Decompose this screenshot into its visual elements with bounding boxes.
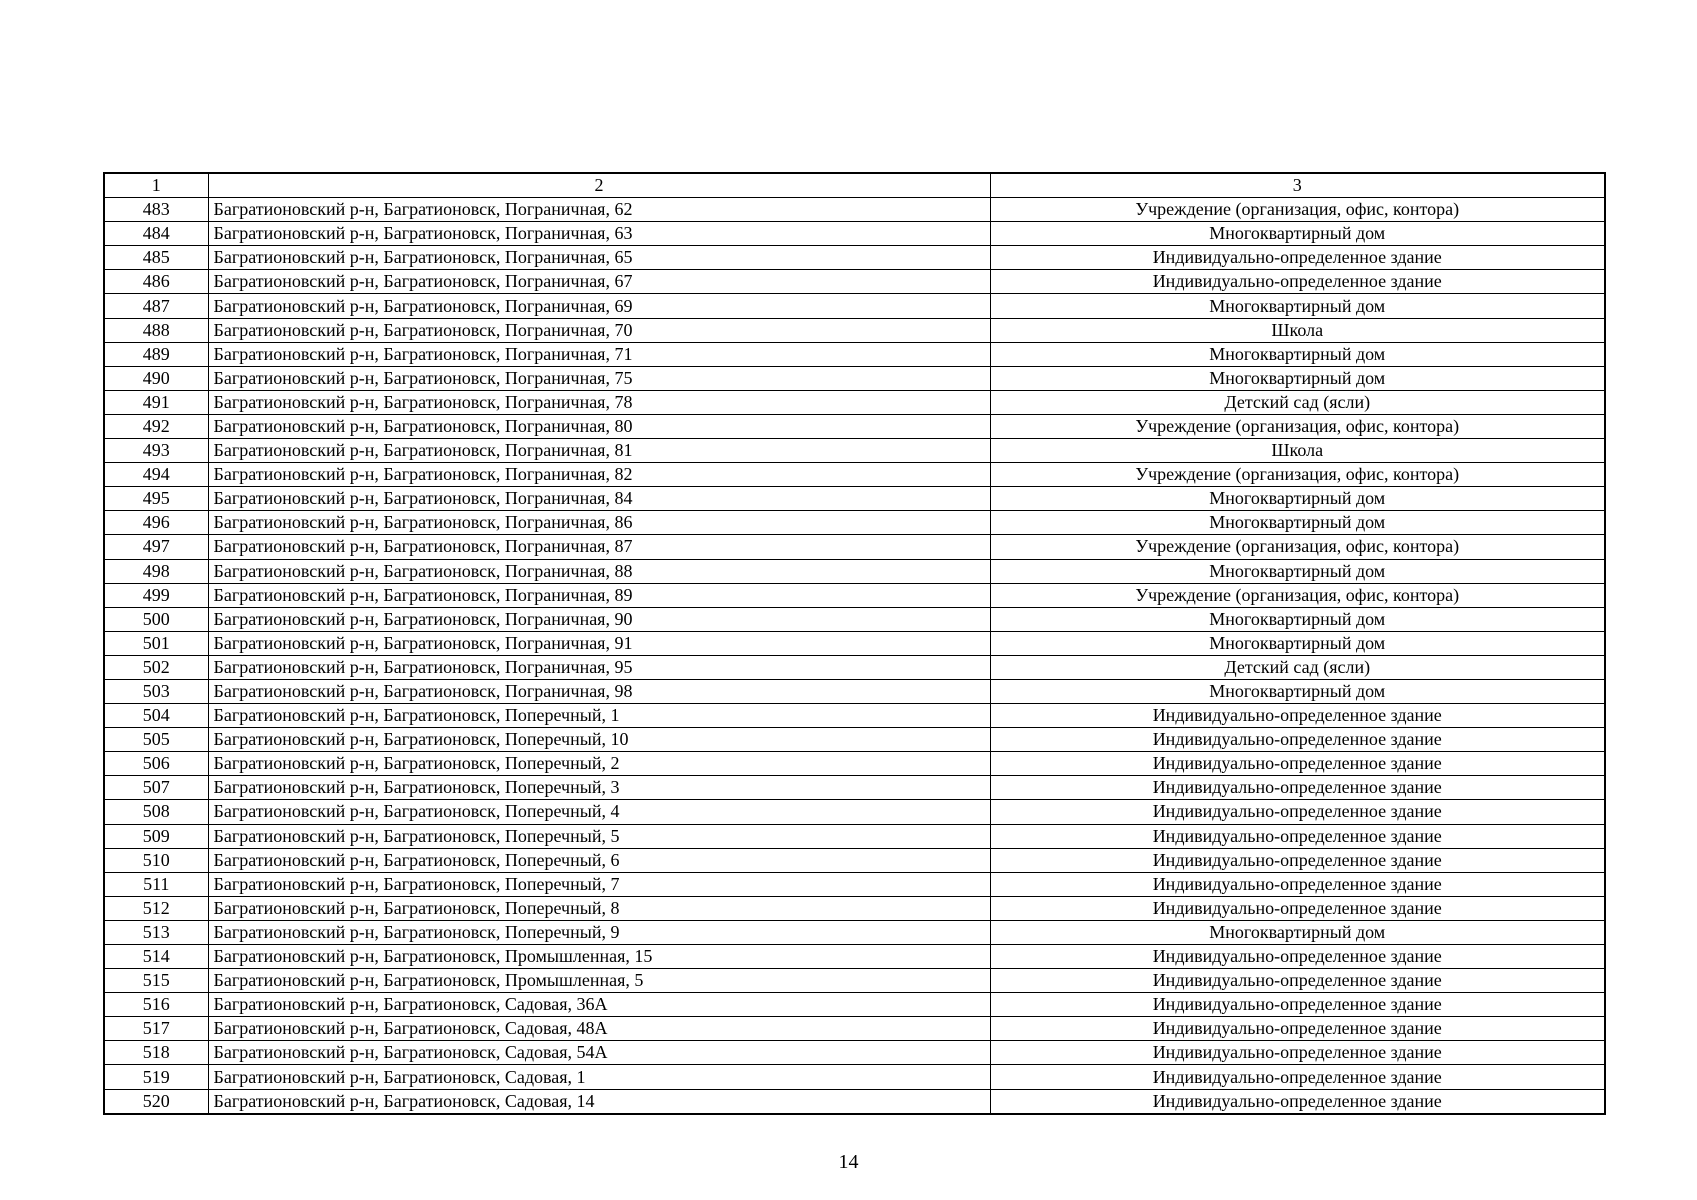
table-row <box>104 607 1605 631</box>
table-row <box>104 945 1605 969</box>
row-number-cell: 511 <box>104 872 208 896</box>
table-row <box>104 776 1605 800</box>
address-cell: Багратионовский р-н, Багратионовск, Пограничная, 81 <box>208 439 990 463</box>
row-number-cell: 504 <box>104 704 208 728</box>
building-type-cell: Индивидуально-определенное здание <box>990 945 1605 969</box>
building-type-cell: Учреждение (организация, офис, контора) <box>990 535 1605 559</box>
table-body <box>104 173 1605 1114</box>
building-type-cell: Учреждение (организация, офис, контора) <box>990 198 1605 222</box>
row-number-cell: 515 <box>104 969 208 993</box>
address-cell: Багратионовский р-н, Багратионовск, Пограничная, 67 <box>208 270 990 294</box>
address-cell: Багратионовский р-н, Багратионовск, Пограничная, 91 <box>208 631 990 655</box>
row-number-cell: 486 <box>104 270 208 294</box>
table-row <box>104 752 1605 776</box>
page-number: 14 <box>838 1151 859 1173</box>
row-number-cell: 502 <box>104 655 208 679</box>
row-number-cell: 492 <box>104 414 208 438</box>
table-row <box>104 969 1605 993</box>
building-type-cell: Индивидуально-определенное здание <box>990 270 1605 294</box>
address-cell: Багратионовский р-н, Багратионовск, Пограничная, 75 <box>208 366 990 390</box>
building-type-cell: Многоквартирный дом <box>990 559 1605 583</box>
row-number-cell: 493 <box>104 439 208 463</box>
building-type-cell: Индивидуально-определенное здание <box>990 1041 1605 1065</box>
header-cell-type: 3 <box>990 173 1605 198</box>
building-type-cell: Школа <box>990 318 1605 342</box>
table-row <box>104 631 1605 655</box>
table-row <box>104 993 1605 1017</box>
row-number-cell: 501 <box>104 631 208 655</box>
address-cell: Багратионовский р-н, Багратионовск, Пограничная, 63 <box>208 222 990 246</box>
table-row <box>104 704 1605 728</box>
address-cell: Багратионовский р-н, Багратионовск, Пограничная, 78 <box>208 390 990 414</box>
address-cell: Багратионовский р-н, Багратионовск, Пограничная, 84 <box>208 487 990 511</box>
building-type-cell: Индивидуально-определенное здание <box>990 246 1605 270</box>
building-type-cell: Многоквартирный дом <box>990 222 1605 246</box>
building-type-cell: Индивидуально-определенное здание <box>990 848 1605 872</box>
address-cell: Багратионовский р-н, Багратионовск, Пограничная, 69 <box>208 294 990 318</box>
table-row <box>104 679 1605 703</box>
row-number-cell: 512 <box>104 896 208 920</box>
address-cell: Багратионовский р-н, Багратионовск, Садовая, 1 <box>208 1065 990 1089</box>
row-number-cell: 520 <box>104 1089 208 1114</box>
row-number-cell: 499 <box>104 583 208 607</box>
building-type-cell: Учреждение (организация, офис, контора) <box>990 414 1605 438</box>
address-cell: Багратионовский р-н, Багратионовск, Пограничная, 89 <box>208 583 990 607</box>
address-cell: Багратионовский р-н, Багратионовск, Пограничная, 80 <box>208 414 990 438</box>
building-type-cell: Учреждение (организация, офис, контора) <box>990 463 1605 487</box>
address-cell: Багратионовский р-н, Багратионовск, Пограничная, 62 <box>208 198 990 222</box>
row-number-cell: 494 <box>104 463 208 487</box>
building-type-cell: Многоквартирный дом <box>990 679 1605 703</box>
row-number-cell: 518 <box>104 1041 208 1065</box>
row-number-cell: 519 <box>104 1065 208 1089</box>
table-row <box>104 655 1605 679</box>
table-row <box>104 414 1605 438</box>
table-row <box>104 896 1605 920</box>
building-type-cell: Многоквартирный дом <box>990 920 1605 944</box>
address-cell: Багратионовский р-н, Багратионовск, Поперечный, 9 <box>208 920 990 944</box>
building-type-cell: Многоквартирный дом <box>990 366 1605 390</box>
row-number-cell: 491 <box>104 390 208 414</box>
table-row <box>104 366 1605 390</box>
building-type-cell: Многоквартирный дом <box>990 511 1605 535</box>
table-row <box>104 511 1605 535</box>
address-cell: Багратионовский р-н, Багратионовск, Пограничная, 95 <box>208 655 990 679</box>
address-cell: Багратионовский р-н, Багратионовск, Пограничная, 86 <box>208 511 990 535</box>
row-number-cell: 495 <box>104 487 208 511</box>
address-cell: Багратионовский р-н, Багратионовск, Пограничная, 88 <box>208 559 990 583</box>
table-row <box>104 342 1605 366</box>
address-cell: Багратионовский р-н, Багратионовск, Промышленная, 5 <box>208 969 990 993</box>
row-number-cell: 516 <box>104 993 208 1017</box>
header-cell-number: 1 <box>104 173 208 198</box>
row-number-cell: 497 <box>104 535 208 559</box>
row-number-cell: 485 <box>104 246 208 270</box>
table-row <box>104 390 1605 414</box>
table-row <box>104 848 1605 872</box>
building-type-cell: Индивидуально-определенное здание <box>990 872 1605 896</box>
table-row <box>104 728 1605 752</box>
row-number-cell: 513 <box>104 920 208 944</box>
table-row <box>104 1017 1605 1041</box>
header-cell-address: 2 <box>208 173 990 198</box>
address-cell: Багратионовский р-н, Багратионовск, Пограничная, 71 <box>208 342 990 366</box>
table-row <box>104 222 1605 246</box>
row-number-cell: 487 <box>104 294 208 318</box>
address-cell: Багратионовский р-н, Багратионовск, Поперечный, 3 <box>208 776 990 800</box>
table-header-row <box>104 173 1605 198</box>
building-type-cell: Многоквартирный дом <box>990 487 1605 511</box>
building-type-cell: Индивидуально-определенное здание <box>990 993 1605 1017</box>
row-number-cell: 496 <box>104 511 208 535</box>
table-row <box>104 1041 1605 1065</box>
row-number-cell: 510 <box>104 848 208 872</box>
building-type-cell: Многоквартирный дом <box>990 631 1605 655</box>
building-type-cell: Индивидуально-определенное здание <box>990 800 1605 824</box>
building-type-cell: Индивидуально-определенное здание <box>990 1017 1605 1041</box>
row-number-cell: 509 <box>104 824 208 848</box>
table-row <box>104 535 1605 559</box>
row-number-cell: 507 <box>104 776 208 800</box>
building-type-cell: Индивидуально-определенное здание <box>990 776 1605 800</box>
building-type-cell: Индивидуально-определенное здание <box>990 1065 1605 1089</box>
row-number-cell: 517 <box>104 1017 208 1041</box>
row-number-cell: 500 <box>104 607 208 631</box>
row-number-cell: 503 <box>104 679 208 703</box>
table-row <box>104 294 1605 318</box>
table-row <box>104 198 1605 222</box>
address-cell: Багратионовский р-н, Багратионовск, Садовая, 36А <box>208 993 990 1017</box>
building-type-cell: Школа <box>990 439 1605 463</box>
row-number-cell: 484 <box>104 222 208 246</box>
table-row <box>104 583 1605 607</box>
address-cell: Багратионовский р-н, Багратионовск, Поперечный, 5 <box>208 824 990 848</box>
address-cell: Багратионовский р-н, Багратионовск, Пограничная, 90 <box>208 607 990 631</box>
building-type-cell: Многоквартирный дом <box>990 607 1605 631</box>
row-number-cell: 498 <box>104 559 208 583</box>
table-row <box>104 559 1605 583</box>
building-type-cell: Индивидуально-определенное здание <box>990 728 1605 752</box>
address-cell: Багратионовский р-н, Багратионовск, Поперечный, 10 <box>208 728 990 752</box>
row-number-cell: 508 <box>104 800 208 824</box>
building-type-cell: Индивидуально-определенное здание <box>990 1089 1605 1114</box>
building-type-cell: Индивидуально-определенное здание <box>990 896 1605 920</box>
table-row <box>104 1065 1605 1089</box>
table-row <box>104 463 1605 487</box>
address-cell: Багратионовский р-н, Багратионовск, Поперечный, 1 <box>208 704 990 728</box>
address-cell: Багратионовский р-н, Багратионовск, Поперечный, 6 <box>208 848 990 872</box>
row-number-cell: 490 <box>104 366 208 390</box>
address-cell: Багратионовский р-н, Багратионовск, Промышленная, 15 <box>208 945 990 969</box>
address-cell: Багратионовский р-н, Багратионовск, Пограничная, 87 <box>208 535 990 559</box>
address-cell: Багратионовский р-н, Багратионовск, Поперечный, 7 <box>208 872 990 896</box>
address-cell: Багратионовский р-н, Багратионовск, Садовая, 54А <box>208 1041 990 1065</box>
table-row <box>104 800 1605 824</box>
address-cell: Багратионовский р-н, Багратионовск, Садовая, 14 <box>208 1089 990 1114</box>
building-type-cell: Индивидуально-определенное здание <box>990 824 1605 848</box>
building-type-cell: Учреждение (организация, офис, контора) <box>990 583 1605 607</box>
table-row <box>104 246 1605 270</box>
address-cell: Багратионовский р-н, Багратионовск, Садовая, 48А <box>208 1017 990 1041</box>
building-type-cell: Многоквартирный дом <box>990 342 1605 366</box>
address-cell: Багратионовский р-н, Багратионовск, Пограничная, 65 <box>208 246 990 270</box>
address-cell: Багратионовский р-н, Багратионовск, Пограничная, 98 <box>208 679 990 703</box>
row-number-cell: 489 <box>104 342 208 366</box>
table-row <box>104 439 1605 463</box>
table-row <box>104 824 1605 848</box>
building-type-cell: Индивидуально-определенное здание <box>990 704 1605 728</box>
row-number-cell: 488 <box>104 318 208 342</box>
table-row <box>104 920 1605 944</box>
address-cell: Багратионовский р-н, Багратионовск, Поперечный, 2 <box>208 752 990 776</box>
row-number-cell: 505 <box>104 728 208 752</box>
address-cell: Багратионовский р-н, Багратионовск, Поперечный, 8 <box>208 896 990 920</box>
building-type-cell: Многоквартирный дом <box>990 294 1605 318</box>
building-type-cell: Индивидуально-определенное здание <box>990 969 1605 993</box>
address-cell: Багратионовский р-н, Багратионовск, Пограничная, 82 <box>208 463 990 487</box>
building-type-cell: Детский сад (ясли) <box>990 655 1605 679</box>
row-number-cell: 483 <box>104 198 208 222</box>
table-row <box>104 1089 1605 1114</box>
buildings-table <box>103 172 1606 1115</box>
table-row <box>104 487 1605 511</box>
table-row <box>104 318 1605 342</box>
building-type-cell: Индивидуально-определенное здание <box>990 752 1605 776</box>
row-number-cell: 506 <box>104 752 208 776</box>
table-row <box>104 872 1605 896</box>
address-cell: Багратионовский р-н, Багратионовск, Пограничная, 70 <box>208 318 990 342</box>
row-number-cell: 514 <box>104 945 208 969</box>
table-row <box>104 270 1605 294</box>
building-type-cell: Детский сад (ясли) <box>990 390 1605 414</box>
address-cell: Багратионовский р-н, Багратионовск, Поперечный, 4 <box>208 800 990 824</box>
